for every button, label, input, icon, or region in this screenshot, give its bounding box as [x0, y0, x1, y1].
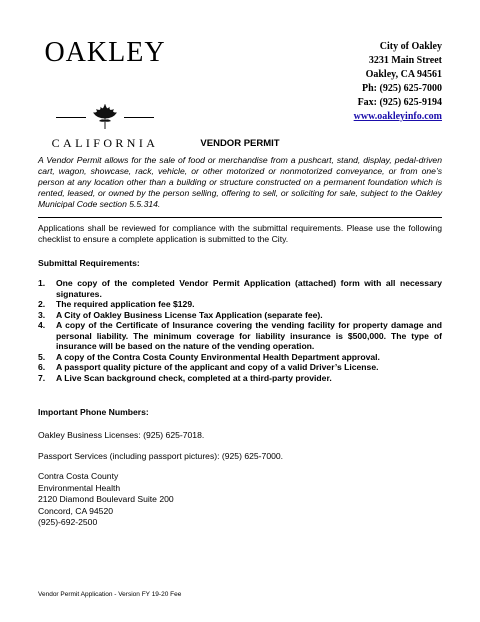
list-item — [38, 299, 442, 310]
business-licenses-line: Oakley Business Licenses: (925) 625-7018. — [38, 430, 205, 440]
intro-paragraph: A Vendor Permit allows for the sale of food or merchandise from a pushcart, stand, display, pedal-driven cart, wagon, showcase, rack, vehicle, or other motorized or nonmotorized conveyance, or from one’s person at any location other than a building or structure constructed on a permanent foundation which is rented, leased, or owned by the person selling, offering to sell, or soliciting for sale, subject to the Oakley Municipal Code section 5.5.314. — [38, 155, 442, 209]
list-item — [38, 352, 442, 363]
list-text: A passport quality picture of the applicant and copy of a valid Driver’s License. — [56, 362, 379, 372]
divider — [38, 217, 442, 218]
city-address-block — [354, 40, 442, 124]
county-contact-block — [38, 471, 174, 529]
list-number: 7. — [38, 372, 46, 383]
list-number: 5. — [38, 351, 46, 362]
address-line: 3231 Main Street — [368, 55, 442, 66]
list-text: A City of Oakley Business License Tax Application (separate fee). — [56, 309, 323, 320]
website-link[interactable]: www.oakleyinfo.com — [353, 111, 442, 122]
address-line: City of Oakley — [379, 41, 442, 52]
list-number: 4. — [38, 320, 46, 330]
list-item — [38, 362, 442, 373]
list-text: A copy of the Certificate of Insurance covering the vending facility for property damage and personal liability. The minimum coverage for liability insurance is $500,000. The type of insurance will be based on the nature of the vending operation. — [56, 320, 442, 351]
phone-numbers-heading: Important Phone Numbers: — [38, 407, 149, 417]
page-title: VENDOR PERMIT — [200, 138, 280, 149]
logo-brand: OAKLEY — [44, 37, 166, 68]
list-item — [38, 278, 442, 299]
county-line: Environmental Health — [38, 482, 121, 493]
oakley-logo — [38, 37, 172, 150]
list-text: A Live Scan background check, completed at a third-party provider. — [56, 372, 332, 383]
review-paragraph: Applications shall be reviewed for compliance with the submittal requirements. Please use the following checklist to ensure a complete application is submitted to the City. — [38, 223, 442, 244]
phone-line: Ph: (925) 625-7000 — [362, 83, 442, 94]
list-number: 3. — [38, 309, 46, 320]
logo-rule-left — [56, 117, 86, 118]
passport-services-line: Passport Services (including passport pictures): (925) 625-7000. — [38, 451, 284, 461]
requirements-list — [38, 278, 442, 383]
county-line: 2120 Diamond Boulevard Suite 200 — [38, 494, 174, 504]
logo-rule-right — [124, 117, 154, 118]
county-phone: (925)-692-2500 — [38, 517, 98, 527]
list-text: One copy of the completed Vendor Permit Application (attached) form with all necessary signatures. — [56, 278, 442, 299]
county-line: Contra Costa County — [38, 471, 119, 481]
list-item — [38, 320, 442, 352]
list-number: 1. — [38, 278, 46, 288]
list-number: 6. — [38, 362, 46, 372]
address-line: Oakley, CA 94561 — [365, 69, 442, 80]
county-line: Concord, CA 94520 — [38, 505, 114, 516]
requirements-heading: Submittal Requirements: — [38, 258, 140, 268]
page-footer: Vendor Permit Application - Version FY 19-20 Fee — [38, 591, 182, 598]
list-text: A copy of the Contra Costa County Environmental Health Department approval. — [56, 351, 380, 362]
oak-leaf-icon — [88, 104, 122, 130]
list-number: 2. — [38, 299, 46, 309]
list-item — [38, 373, 442, 384]
list-text: The required application fee $129. — [56, 299, 195, 309]
list-item — [38, 310, 442, 321]
logo-subtitle: CALIFORNIA — [51, 136, 159, 150]
fax-line: Fax: (925) 625-9194 — [357, 97, 442, 108]
